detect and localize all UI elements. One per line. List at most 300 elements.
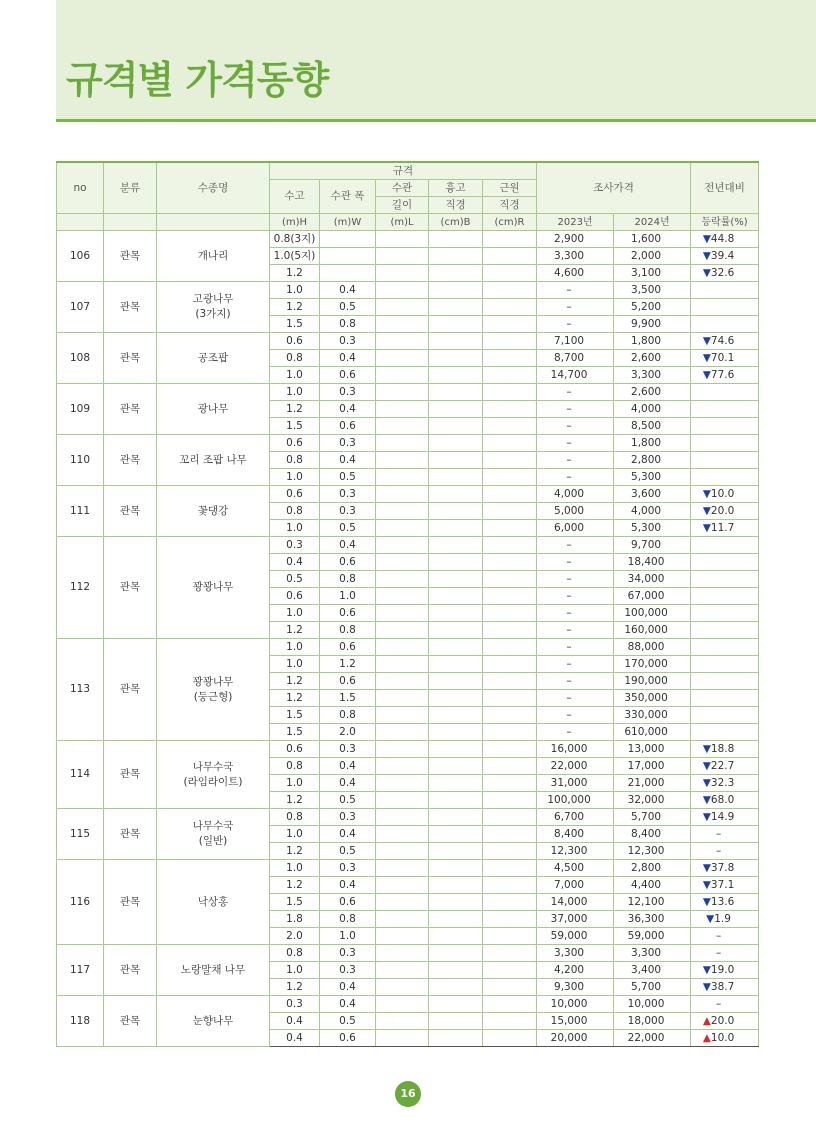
cell-price-2023: – [537, 707, 614, 724]
cell-root-diameter [483, 775, 537, 792]
cell-price-2024: 4,000 [614, 401, 691, 418]
cell-root-diameter [483, 690, 537, 707]
cell-root-diameter [483, 588, 537, 605]
table-row [57, 384, 759, 401]
cell-price-2023: – [537, 316, 614, 333]
cell-price-2023: – [537, 571, 614, 588]
cell-chest-diameter [429, 775, 483, 792]
change-rate-value: 37.8 [710, 861, 735, 874]
species-name-line: 꽝꽝나무 [192, 581, 234, 593]
cell-crown-length [376, 724, 429, 741]
species-name-line: 꽝꽝나무 [192, 675, 234, 688]
table-row [57, 231, 759, 248]
cell-height: 0.3 [270, 996, 320, 1013]
cell-price-2024: 9,700 [614, 537, 691, 554]
cell-root-diameter [483, 537, 537, 554]
cell-height: 1.0 [270, 962, 320, 979]
cell-chest-diameter [429, 860, 483, 877]
row-species [157, 384, 270, 435]
cell-change-rate [691, 690, 759, 707]
row-no: 113 [57, 639, 104, 741]
cell-root-diameter [483, 503, 537, 520]
change-rate-value: – [715, 929, 722, 942]
row-no: 114 [57, 741, 104, 809]
species-name-line: 개나리 [197, 249, 229, 262]
cell-chest-diameter [429, 418, 483, 435]
cell-price-2023: – [537, 605, 614, 622]
cell-price-2023: – [537, 554, 614, 571]
cell-chest-diameter [429, 554, 483, 571]
cell-change-rate [691, 1030, 759, 1047]
cell-price-2023: – [537, 588, 614, 605]
cell-height: 0.8 [270, 503, 320, 520]
cell-change-rate [691, 622, 759, 639]
down-arrow-icon: ▼ [702, 895, 711, 908]
cell-crown-length [376, 928, 429, 945]
cell-root-diameter [483, 826, 537, 843]
cell-price-2023: 10,000 [537, 996, 614, 1013]
cell-price-2023: 3,300 [537, 945, 614, 962]
cell-root-diameter [483, 265, 537, 282]
cell-chest-diameter [429, 911, 483, 928]
change-rate-value: 14.9 [710, 810, 735, 823]
change-rate-value: – [715, 844, 722, 857]
cell-height: 0.8 [270, 452, 320, 469]
cell-width: 0.6 [320, 605, 376, 622]
cell-chest-diameter [429, 928, 483, 945]
down-arrow-icon: ▼ [702, 249, 711, 262]
cell-price-2024: 8,500 [614, 418, 691, 435]
cell-height: 1.5 [270, 724, 320, 741]
cell-height: 1.0 [270, 860, 320, 877]
change-rate-value: 32.3 [710, 776, 735, 789]
cell-change-rate [691, 945, 759, 962]
header-species-unit [157, 214, 270, 231]
row-species [157, 435, 270, 486]
cell-chest-diameter [429, 656, 483, 673]
change-rate-value: 77.6 [710, 368, 735, 381]
cell-crown-length [376, 656, 429, 673]
cell-width: 0.5 [320, 299, 376, 316]
cell-price-2024: 5,200 [614, 299, 691, 316]
cell-price-2024: 21,000 [614, 775, 691, 792]
row-species [157, 639, 270, 741]
cell-chest-diameter [429, 469, 483, 486]
cell-chest-diameter [429, 537, 483, 554]
cell-height: 1.2 [270, 265, 320, 282]
cell-price-2023: 15,000 [537, 1013, 614, 1030]
table-row [57, 945, 759, 962]
header-spec: 규격 [270, 162, 537, 180]
cell-crown-length [376, 639, 429, 656]
cell-price-2024: 160,000 [614, 622, 691, 639]
table-row [57, 639, 759, 656]
cell-root-diameter [483, 639, 537, 656]
cell-width: 1.5 [320, 690, 376, 707]
cell-crown-length [376, 231, 429, 248]
change-rate-value: 74.6 [710, 334, 735, 347]
cell-chest-diameter [429, 843, 483, 860]
cell-height: 1.0 [270, 469, 320, 486]
cell-width: 0.6 [320, 639, 376, 656]
table-row [57, 486, 759, 503]
cell-price-2023: 12,300 [537, 843, 614, 860]
cell-chest-diameter [429, 639, 483, 656]
cell-price-2023: – [537, 469, 614, 486]
change-rate-value: 22.7 [710, 759, 735, 772]
cell-chest-diameter [429, 877, 483, 894]
cell-height: 1.0 [270, 605, 320, 622]
down-arrow-icon: ▼ [702, 810, 711, 823]
change-rate-value: 70.1 [710, 351, 735, 364]
cell-root-diameter [483, 996, 537, 1013]
cell-crown-length [376, 792, 429, 809]
cell-chest-diameter [429, 826, 483, 843]
cell-height: 1.2 [270, 673, 320, 690]
cell-width [320, 231, 376, 248]
row-category: 관목 [104, 639, 157, 741]
cell-price-2023: – [537, 299, 614, 316]
cell-height: 0.6 [270, 333, 320, 350]
down-arrow-icon: ▼ [706, 912, 715, 925]
cell-crown-length [376, 486, 429, 503]
header-crown-length-2: 길이 [376, 197, 429, 214]
down-arrow-icon: ▼ [702, 776, 711, 789]
cell-width: 0.3 [320, 741, 376, 758]
cell-change-rate [691, 962, 759, 979]
cell-price-2024: 88,000 [614, 639, 691, 656]
cell-crown-length [376, 622, 429, 639]
down-arrow-icon: ▼ [702, 980, 711, 993]
cell-price-2023: 2,900 [537, 231, 614, 248]
cell-root-diameter [483, 367, 537, 384]
cell-price-2024: 3,400 [614, 962, 691, 979]
cell-width: 1.0 [320, 588, 376, 605]
page-title: 규격별 가격동향 [66, 58, 329, 102]
cell-root-diameter [483, 401, 537, 418]
cell-price-2023: – [537, 690, 614, 707]
cell-chest-diameter [429, 282, 483, 299]
table-row [57, 996, 759, 1013]
cell-height: 1.0 [270, 656, 320, 673]
cell-chest-diameter [429, 996, 483, 1013]
cell-root-diameter [483, 758, 537, 775]
cell-height: 2.0 [270, 928, 320, 945]
cell-chest-diameter [429, 792, 483, 809]
cell-width: 0.3 [320, 962, 376, 979]
cell-crown-length [376, 911, 429, 928]
cell-price-2024: 3,500 [614, 282, 691, 299]
cell-root-diameter [483, 877, 537, 894]
cell-crown-length [376, 248, 429, 265]
cell-price-2024: 18,000 [614, 1013, 691, 1030]
cell-change-rate [691, 282, 759, 299]
cell-width: 0.6 [320, 894, 376, 911]
cell-crown-length [376, 503, 429, 520]
cell-root-diameter [483, 894, 537, 911]
down-arrow-icon: ▼ [702, 334, 711, 347]
cell-chest-diameter [429, 231, 483, 248]
cell-chest-diameter [429, 707, 483, 724]
cell-width: 0.8 [320, 707, 376, 724]
cell-price-2023: 16,000 [537, 741, 614, 758]
cell-price-2024: 1,800 [614, 333, 691, 350]
cell-price-2024: 5,700 [614, 979, 691, 996]
cell-root-diameter [483, 724, 537, 741]
cell-chest-diameter [429, 571, 483, 588]
cell-root-diameter [483, 350, 537, 367]
cell-height: 1.0 [270, 520, 320, 537]
change-rate-value: – [715, 827, 722, 840]
row-no: 111 [57, 486, 104, 537]
cell-crown-length [376, 605, 429, 622]
table-row [57, 333, 759, 350]
row-category: 관목 [104, 860, 157, 945]
change-rate-value: 10.0 [710, 487, 735, 500]
cell-root-diameter [483, 486, 537, 503]
cell-root-diameter [483, 605, 537, 622]
cell-price-2023: – [537, 282, 614, 299]
row-category: 관목 [104, 231, 157, 282]
row-category: 관목 [104, 537, 157, 639]
cell-price-2023: 4,200 [537, 962, 614, 979]
row-category: 관목 [104, 486, 157, 537]
cell-change-rate [691, 656, 759, 673]
header-price: 조사가격 [537, 162, 691, 214]
cell-height: 1.2 [270, 690, 320, 707]
row-category: 관목 [104, 996, 157, 1047]
cell-root-diameter [483, 384, 537, 401]
cell-change-rate [691, 435, 759, 452]
up-arrow-icon: ▲ [702, 1031, 711, 1044]
cell-crown-length [376, 809, 429, 826]
cell-change-rate [691, 367, 759, 384]
cell-price-2024: 10,000 [614, 996, 691, 1013]
table-header [57, 162, 759, 231]
cell-width: 0.3 [320, 486, 376, 503]
table-body [57, 231, 759, 1047]
cell-width: 0.4 [320, 979, 376, 996]
change-rate-value: 10.0 [710, 1031, 735, 1044]
cell-width: 0.8 [320, 622, 376, 639]
row-category: 관목 [104, 945, 157, 996]
header-crown-length-1: 수관 [376, 180, 429, 197]
cell-height: 0.8 [270, 945, 320, 962]
table-row [57, 435, 759, 452]
change-rate-value: 18.8 [710, 742, 735, 755]
species-name-line: (3가지) [195, 308, 231, 320]
cell-chest-diameter [429, 248, 483, 265]
cell-change-rate [691, 316, 759, 333]
cell-crown-length [376, 758, 429, 775]
cell-crown-length [376, 707, 429, 724]
cell-height: 1.2 [270, 299, 320, 316]
cell-change-rate [691, 843, 759, 860]
cell-crown-length [376, 384, 429, 401]
cell-crown-length [376, 843, 429, 860]
species-name-line: (둥근형) [193, 690, 233, 703]
cell-crown-length [376, 265, 429, 282]
cell-change-rate [691, 503, 759, 520]
row-no: 106 [57, 231, 104, 282]
cell-height: 1.0 [270, 775, 320, 792]
cell-height: 0.8 [270, 809, 320, 826]
row-species [157, 231, 270, 282]
cell-root-diameter [483, 928, 537, 945]
cell-price-2023: 14,700 [537, 367, 614, 384]
unit-chest: (cm)B [429, 214, 483, 231]
species-name-line: 나무수국 [192, 760, 234, 773]
cell-crown-length [376, 452, 429, 469]
cell-change-rate [691, 996, 759, 1013]
cell-width: 0.4 [320, 537, 376, 554]
cell-price-2023: – [537, 435, 614, 452]
row-category: 관목 [104, 435, 157, 486]
cell-height: 0.8(3지) [270, 231, 320, 248]
cell-width: 0.4 [320, 452, 376, 469]
table-row [57, 741, 759, 758]
row-category: 관목 [104, 384, 157, 435]
cell-price-2024: 13,000 [614, 741, 691, 758]
cell-price-2024: 4,000 [614, 503, 691, 520]
change-rate-value: 39.4 [710, 249, 735, 262]
cell-price-2023: 6,700 [537, 809, 614, 826]
species-name-line: 노랑말채 나무 [180, 963, 246, 976]
table-row [57, 537, 759, 554]
unit-length: (m)L [376, 214, 429, 231]
cell-crown-length [376, 333, 429, 350]
cell-chest-diameter [429, 503, 483, 520]
cell-width: 0.5 [320, 792, 376, 809]
cell-price-2024: 32,000 [614, 792, 691, 809]
cell-crown-length [376, 1030, 429, 1047]
cell-change-rate [691, 979, 759, 996]
cell-root-diameter [483, 282, 537, 299]
cell-price-2023: 7,000 [537, 877, 614, 894]
up-arrow-icon: ▲ [702, 1014, 711, 1027]
cell-price-2023: – [537, 452, 614, 469]
cell-height: 0.4 [270, 1013, 320, 1030]
header-rule [56, 119, 816, 122]
header-height: 수고 [270, 180, 320, 214]
cell-change-rate [691, 673, 759, 690]
cell-change-rate [691, 384, 759, 401]
cell-width: 2.0 [320, 724, 376, 741]
cell-price-2024: 1,800 [614, 435, 691, 452]
cell-crown-length [376, 690, 429, 707]
cell-change-rate [691, 741, 759, 758]
cell-crown-length [376, 316, 429, 333]
cell-crown-length [376, 588, 429, 605]
cell-height: 1.2 [270, 843, 320, 860]
cell-root-diameter [483, 945, 537, 962]
cell-crown-length [376, 979, 429, 996]
cell-chest-diameter [429, 452, 483, 469]
row-species [157, 486, 270, 537]
down-arrow-icon: ▼ [702, 878, 711, 891]
cell-price-2024: 330,000 [614, 707, 691, 724]
cell-width: 0.5 [320, 1013, 376, 1030]
cell-price-2023: – [537, 673, 614, 690]
cell-change-rate [691, 537, 759, 554]
cell-crown-length [376, 741, 429, 758]
cell-root-diameter [483, 1030, 537, 1047]
cell-chest-diameter [429, 605, 483, 622]
cell-width: 0.5 [320, 520, 376, 537]
cell-price-2024: 5,300 [614, 469, 691, 486]
cell-width: 0.4 [320, 826, 376, 843]
cell-price-2024: 3,600 [614, 486, 691, 503]
cell-price-2023: – [537, 724, 614, 741]
change-rate-value: 32.6 [710, 266, 735, 279]
cell-width: 0.3 [320, 945, 376, 962]
cell-height: 1.5 [270, 707, 320, 724]
row-no: 112 [57, 537, 104, 639]
change-rate-value: – [715, 997, 722, 1010]
table-row [57, 860, 759, 877]
cell-chest-diameter [429, 486, 483, 503]
cell-height: 1.8 [270, 911, 320, 928]
cell-chest-diameter [429, 741, 483, 758]
cell-price-2023: 7,100 [537, 333, 614, 350]
cell-height: 0.6 [270, 435, 320, 452]
down-arrow-icon: ▼ [702, 521, 711, 534]
cell-crown-length [376, 350, 429, 367]
change-rate-value: – [715, 946, 722, 959]
cell-chest-diameter [429, 316, 483, 333]
down-arrow-icon: ▼ [702, 861, 711, 874]
cell-change-rate [691, 605, 759, 622]
down-arrow-icon: ▼ [702, 963, 711, 976]
species-name-line: (라임라이트) [183, 775, 243, 788]
cell-price-2023: 100,000 [537, 792, 614, 809]
cell-price-2024: 9,900 [614, 316, 691, 333]
cell-price-2024: 67,000 [614, 588, 691, 605]
species-name-line: 나무수국 [192, 820, 234, 832]
cell-width: 0.3 [320, 333, 376, 350]
cell-crown-length [376, 435, 429, 452]
cell-height: 1.0 [270, 826, 320, 843]
cell-width: 0.4 [320, 996, 376, 1013]
cell-price-2024: 350,000 [614, 690, 691, 707]
row-no: 117 [57, 945, 104, 996]
cell-price-2023: 3,300 [537, 248, 614, 265]
cell-price-2024: 3,300 [614, 367, 691, 384]
cell-chest-diameter [429, 333, 483, 350]
cell-width: 0.3 [320, 860, 376, 877]
row-no: 109 [57, 384, 104, 435]
cell-height: 1.2 [270, 979, 320, 996]
cell-crown-length [376, 996, 429, 1013]
row-no: 116 [57, 860, 104, 945]
cell-root-diameter [483, 248, 537, 265]
header-category: 분류 [104, 162, 157, 214]
cell-change-rate [691, 639, 759, 656]
cell-price-2023: 8,400 [537, 826, 614, 843]
cell-height: 1.0 [270, 367, 320, 384]
header-species: 수종명 [157, 162, 270, 214]
change-rate-value: 19.0 [710, 963, 735, 976]
cell-crown-length [376, 367, 429, 384]
cell-width: 0.6 [320, 418, 376, 435]
cell-chest-diameter [429, 435, 483, 452]
cell-width: 0.6 [320, 367, 376, 384]
cell-change-rate [691, 860, 759, 877]
row-category: 관목 [104, 741, 157, 809]
cell-height: 0.4 [270, 554, 320, 571]
cell-change-rate [691, 894, 759, 911]
cell-change-rate [691, 486, 759, 503]
